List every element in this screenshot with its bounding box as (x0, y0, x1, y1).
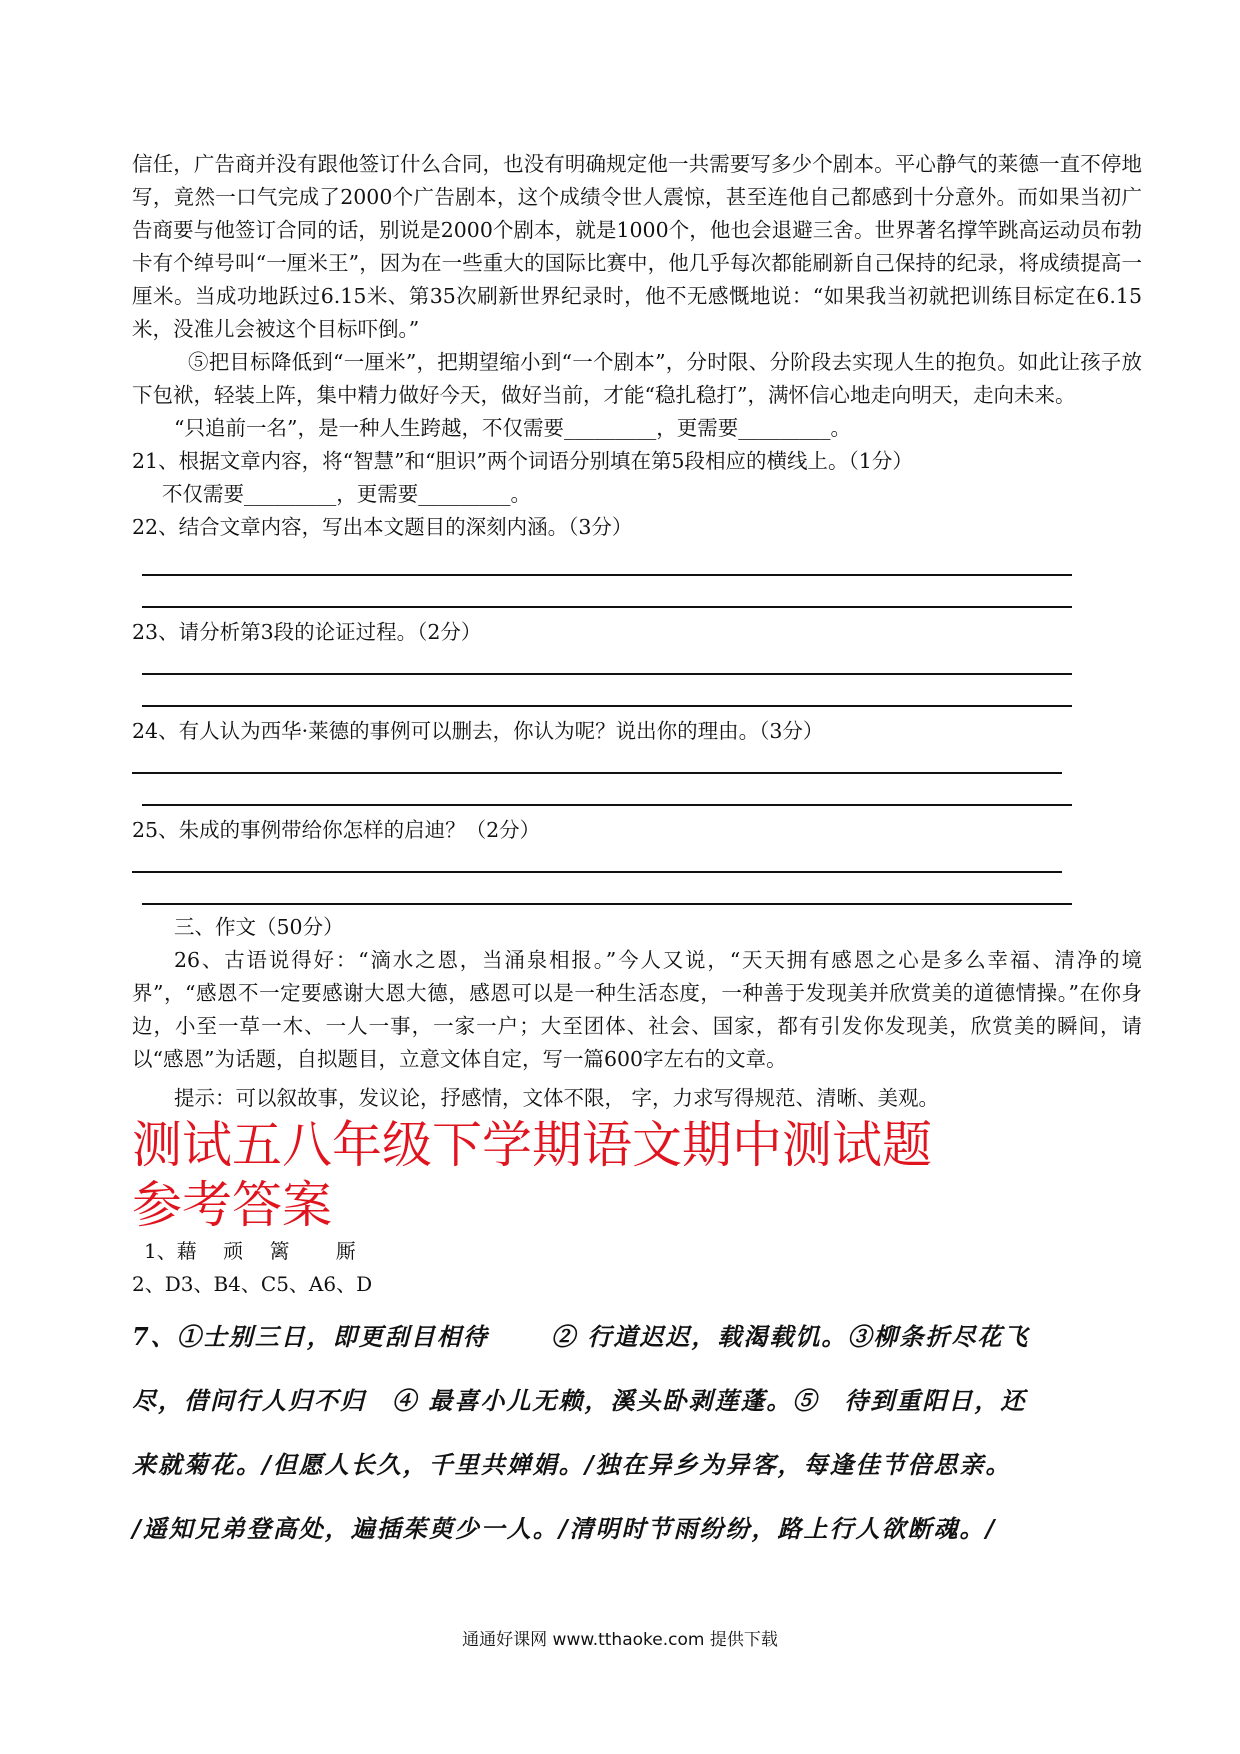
question-22: 22、结合文章内容，写出本文题目的深刻内涵。（3分） (132, 515, 633, 539)
answer-7-line-3: 来就菊花。/但愿人长久，千里共婵娟。/独在异乡为异客，每逢佳节倍思亲。 (132, 1450, 1012, 1479)
question-21: 21、根据文章内容，将“智慧”和“胆识”两个词语分别填在第5段相应的横线上。（1分） (132, 449, 913, 473)
answer-2-6: 2、D3、B4、C5、A6、D (132, 1272, 373, 1296)
answer-subtitle: 参考答案 (132, 1176, 332, 1234)
article-paragraph-3: “只追前一名”，是一种人生跨越，不仅需要_________，更需要_________。 (174, 416, 851, 440)
answer-7-line-4: /遥知兄弟登高处，遍插茱萸少一人。/清明时节雨纷纷，路上行人欲断魂。/ (132, 1514, 997, 1543)
composition-tip: 提示：可以叙故事，发议论，抒感情，文体不限， 字，力求写得规范、清晰、美观。 (174, 1086, 940, 1110)
article-paragraph-1: 信任，广告商并没有跟他签订什么合同，也没有明确规定他一共需要写多少个剧本。平心静气的莱德一直不停地写，竟然一口气完成了2000个广告剧本，这个成绩令世人震惊，甚至连他自己都感到十分意外。而如果当初广告商要与他签订合同的话，别说是2000个剧本，就是1000个，他也会退避三舍。世界著名撑竿跳高运动员布勃卡有个绰号叫“一厘米王”，因为在一些重大的国际比赛中，他几乎每次都能刷新自己保持的纪录，将成绩提高一厘米。当成功地跃过6.15米、第35次刷新世界纪录时，他不无感慨地说：“如果我当初就把训练目标定在6.15米，没准儿会被这个目标吓倒。” (132, 152, 1142, 341)
question-24: 24、有人认为西华·莱德的事例可以删去，你认为呢？说出你的理由。（3分） (132, 719, 824, 743)
answer-title: 测试五八年级下学期语文期中测试题 (132, 1116, 932, 1174)
composition-heading: 三、作文（50分） (174, 915, 344, 939)
question-21-fill: 不仅需要_________，更需要_________。 (162, 482, 531, 506)
page-footer: 通通好课网 www.tthaoke.com 提供下载 (462, 1630, 778, 1650)
answer-7-line-1: 7、①士别三日，即更刮目相待 ② 行道迟迟，载渴载饥。③柳条折尽花飞 (132, 1322, 1030, 1351)
composition-prompt: 26、古语说得好：“滴水之恩，当涌泉相报。”今人又说，“天天拥有感恩之心是多么幸福、清净的境界”，“感恩不一定要感谢大恩大德，感恩可以是一种生活态度，一种善于发现美并欣赏美的道德情操。”在你身边，小至一草一木、一人一事，一家一户；大至团体、社会、国家，都有引发你发现美，欣赏美的瞬间，请以“感恩”为话题，自拟题目，立意文体自定，写一篇600字左右的文章。 (132, 948, 1142, 1071)
question-25: 25、朱成的事例带给你怎样的启迪？（2分） (132, 818, 541, 842)
answer-7-line-2: 尽，借问行人归不归 ④ 最喜小儿无赖，溪头卧剥莲蓬。⑤ 待到重阳日，还 (132, 1386, 1027, 1415)
answer-1: 1、藉 顽 篱 厮 (144, 1239, 356, 1263)
article-paragraph-2: ⑤把目标降低到“一厘米”，把期望缩小到“一个剧本”，分时限、分阶段去实现人生的抱负。如此让孩子放下包袱，轻装上阵，集中精力做好今天，做好当前，才能“稳扎稳打”，满怀信心地走向明天，走向未来。 (132, 350, 1142, 407)
document-page (132, 148, 1142, 1561)
question-23: 23、请分析第3段的论证过程。（2分） (132, 620, 482, 644)
